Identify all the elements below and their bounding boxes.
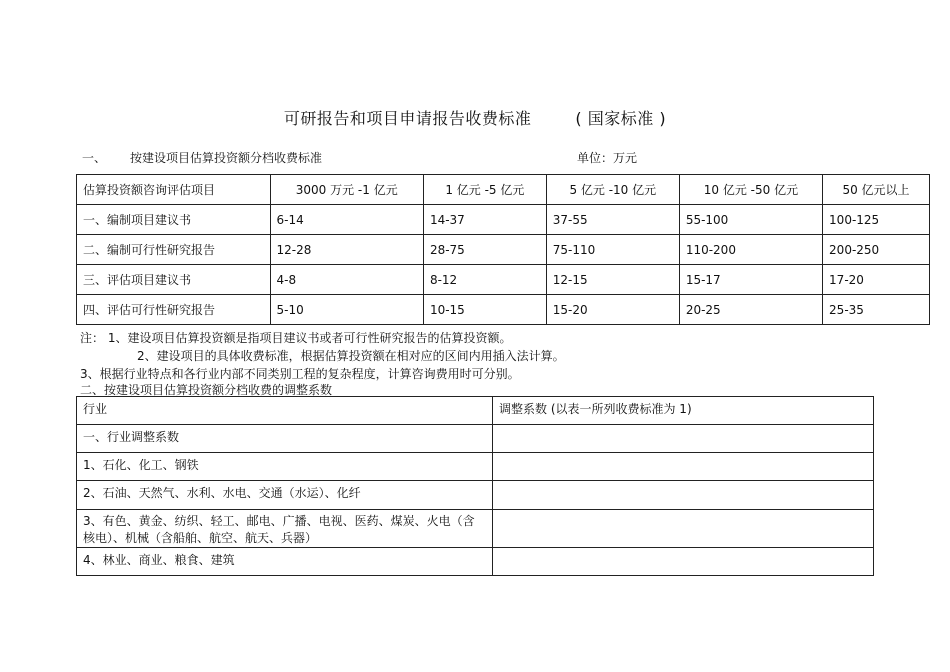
table-cell: 10-15 — [423, 295, 546, 325]
note-3: 3、根据行业特点和各行业内部不同类别工程的复杂程度，计算咨询费用时可分别。 — [80, 367, 520, 381]
header-cell: 估算投资额咨询评估项目 — [77, 175, 271, 205]
section-1-number: 一、 — [82, 151, 107, 165]
title-paren: ( 国家标准 ) — [575, 109, 667, 128]
table-cell: 17-20 — [823, 265, 930, 295]
table-cell: 3、有色、黄金、纺织、轻工、邮电、广播、电视、医药、煤炭、火电（含核电）、机械（含船舶、航空、航天、兵器） — [77, 510, 493, 548]
header-cell: 10 亿元 -50 亿元 — [679, 175, 822, 205]
table-cell: 6-14 — [270, 205, 423, 235]
table-row — [77, 481, 874, 510]
table-cell: 14-37 — [423, 205, 546, 235]
section-1-text: 按建设项目估算投资额分档收费标准 — [130, 151, 323, 165]
table-cell: 75-110 — [546, 235, 679, 265]
table-cell: 二、编制可行性研究报告 — [77, 235, 271, 265]
table-row — [77, 453, 874, 481]
table-cell — [493, 510, 874, 548]
header-cell: 3000 万元 -1 亿元 — [270, 175, 423, 205]
page-title — [0, 106, 950, 129]
table-cell: 4-8 — [270, 265, 423, 295]
section-2-heading: 二、按建设项目估算投资额分档收费的调整系数 — [80, 383, 333, 397]
title-main: 可研报告和项目申请报告收费标准 — [283, 109, 532, 128]
table-row — [77, 205, 930, 235]
header-cell: 行业 — [77, 397, 493, 425]
table-cell: 25-35 — [823, 295, 930, 325]
table-row — [77, 265, 930, 295]
table-row — [77, 425, 874, 453]
table-row — [77, 548, 874, 576]
table-row — [77, 235, 930, 265]
section-1-heading — [82, 149, 322, 166]
table-cell — [493, 453, 874, 481]
table-cell: 4、林业、商业、粮食、建筑 — [77, 548, 493, 576]
header-cell: 50 亿元以上 — [823, 175, 930, 205]
table-row — [77, 295, 930, 325]
table-cell — [493, 425, 874, 453]
table-cell: 28-75 — [423, 235, 546, 265]
header-cell: 调整系数 (以表一所列收费标准为 1) — [493, 397, 874, 425]
note-2: 2、建设项目的具体收费标准，根据估算投资额在相对应的区间内用插入法计算。 — [137, 349, 565, 363]
table-cell: 100-125 — [823, 205, 930, 235]
table-cell — [493, 548, 874, 576]
header-cell: 1 亿元 -5 亿元 — [423, 175, 546, 205]
table-cell — [493, 481, 874, 510]
table-cell: 15-20 — [546, 295, 679, 325]
note-1: 注： 1、建设项目估算投资额是指项目建议书或者可行性研究报告的估算投资额。 — [80, 331, 512, 345]
table-cell: 三、评估项目建议书 — [77, 265, 271, 295]
table-cell: 200-250 — [823, 235, 930, 265]
adjustment-coefficient-table — [76, 396, 874, 576]
table-cell: 一、编制项目建议书 — [77, 205, 271, 235]
table-row — [77, 510, 874, 548]
table-cell: 5-10 — [270, 295, 423, 325]
table-cell: 四、评估可行性研究报告 — [77, 295, 271, 325]
table-cell: 110-200 — [679, 235, 822, 265]
table-cell: 55-100 — [679, 205, 822, 235]
unit-label: 单位：万元 — [577, 151, 638, 165]
table-cell: 37-55 — [546, 205, 679, 235]
table-cell: 20-25 — [679, 295, 822, 325]
table-cell: 12-28 — [270, 235, 423, 265]
table-cell: 一、行业调整系数 — [77, 425, 493, 453]
table-cell: 12-15 — [546, 265, 679, 295]
table-header-row — [77, 397, 874, 425]
header-cell: 5 亿元 -10 亿元 — [546, 175, 679, 205]
fee-standard-table — [76, 174, 930, 325]
table-cell: 2、石油、天然气、水利、水电、交通（水运）、化纤 — [77, 481, 493, 510]
table-cell: 8-12 — [423, 265, 546, 295]
table-cell: 1、石化、化工、钢铁 — [77, 453, 493, 481]
table-header-row — [77, 175, 930, 205]
table-cell: 15-17 — [679, 265, 822, 295]
